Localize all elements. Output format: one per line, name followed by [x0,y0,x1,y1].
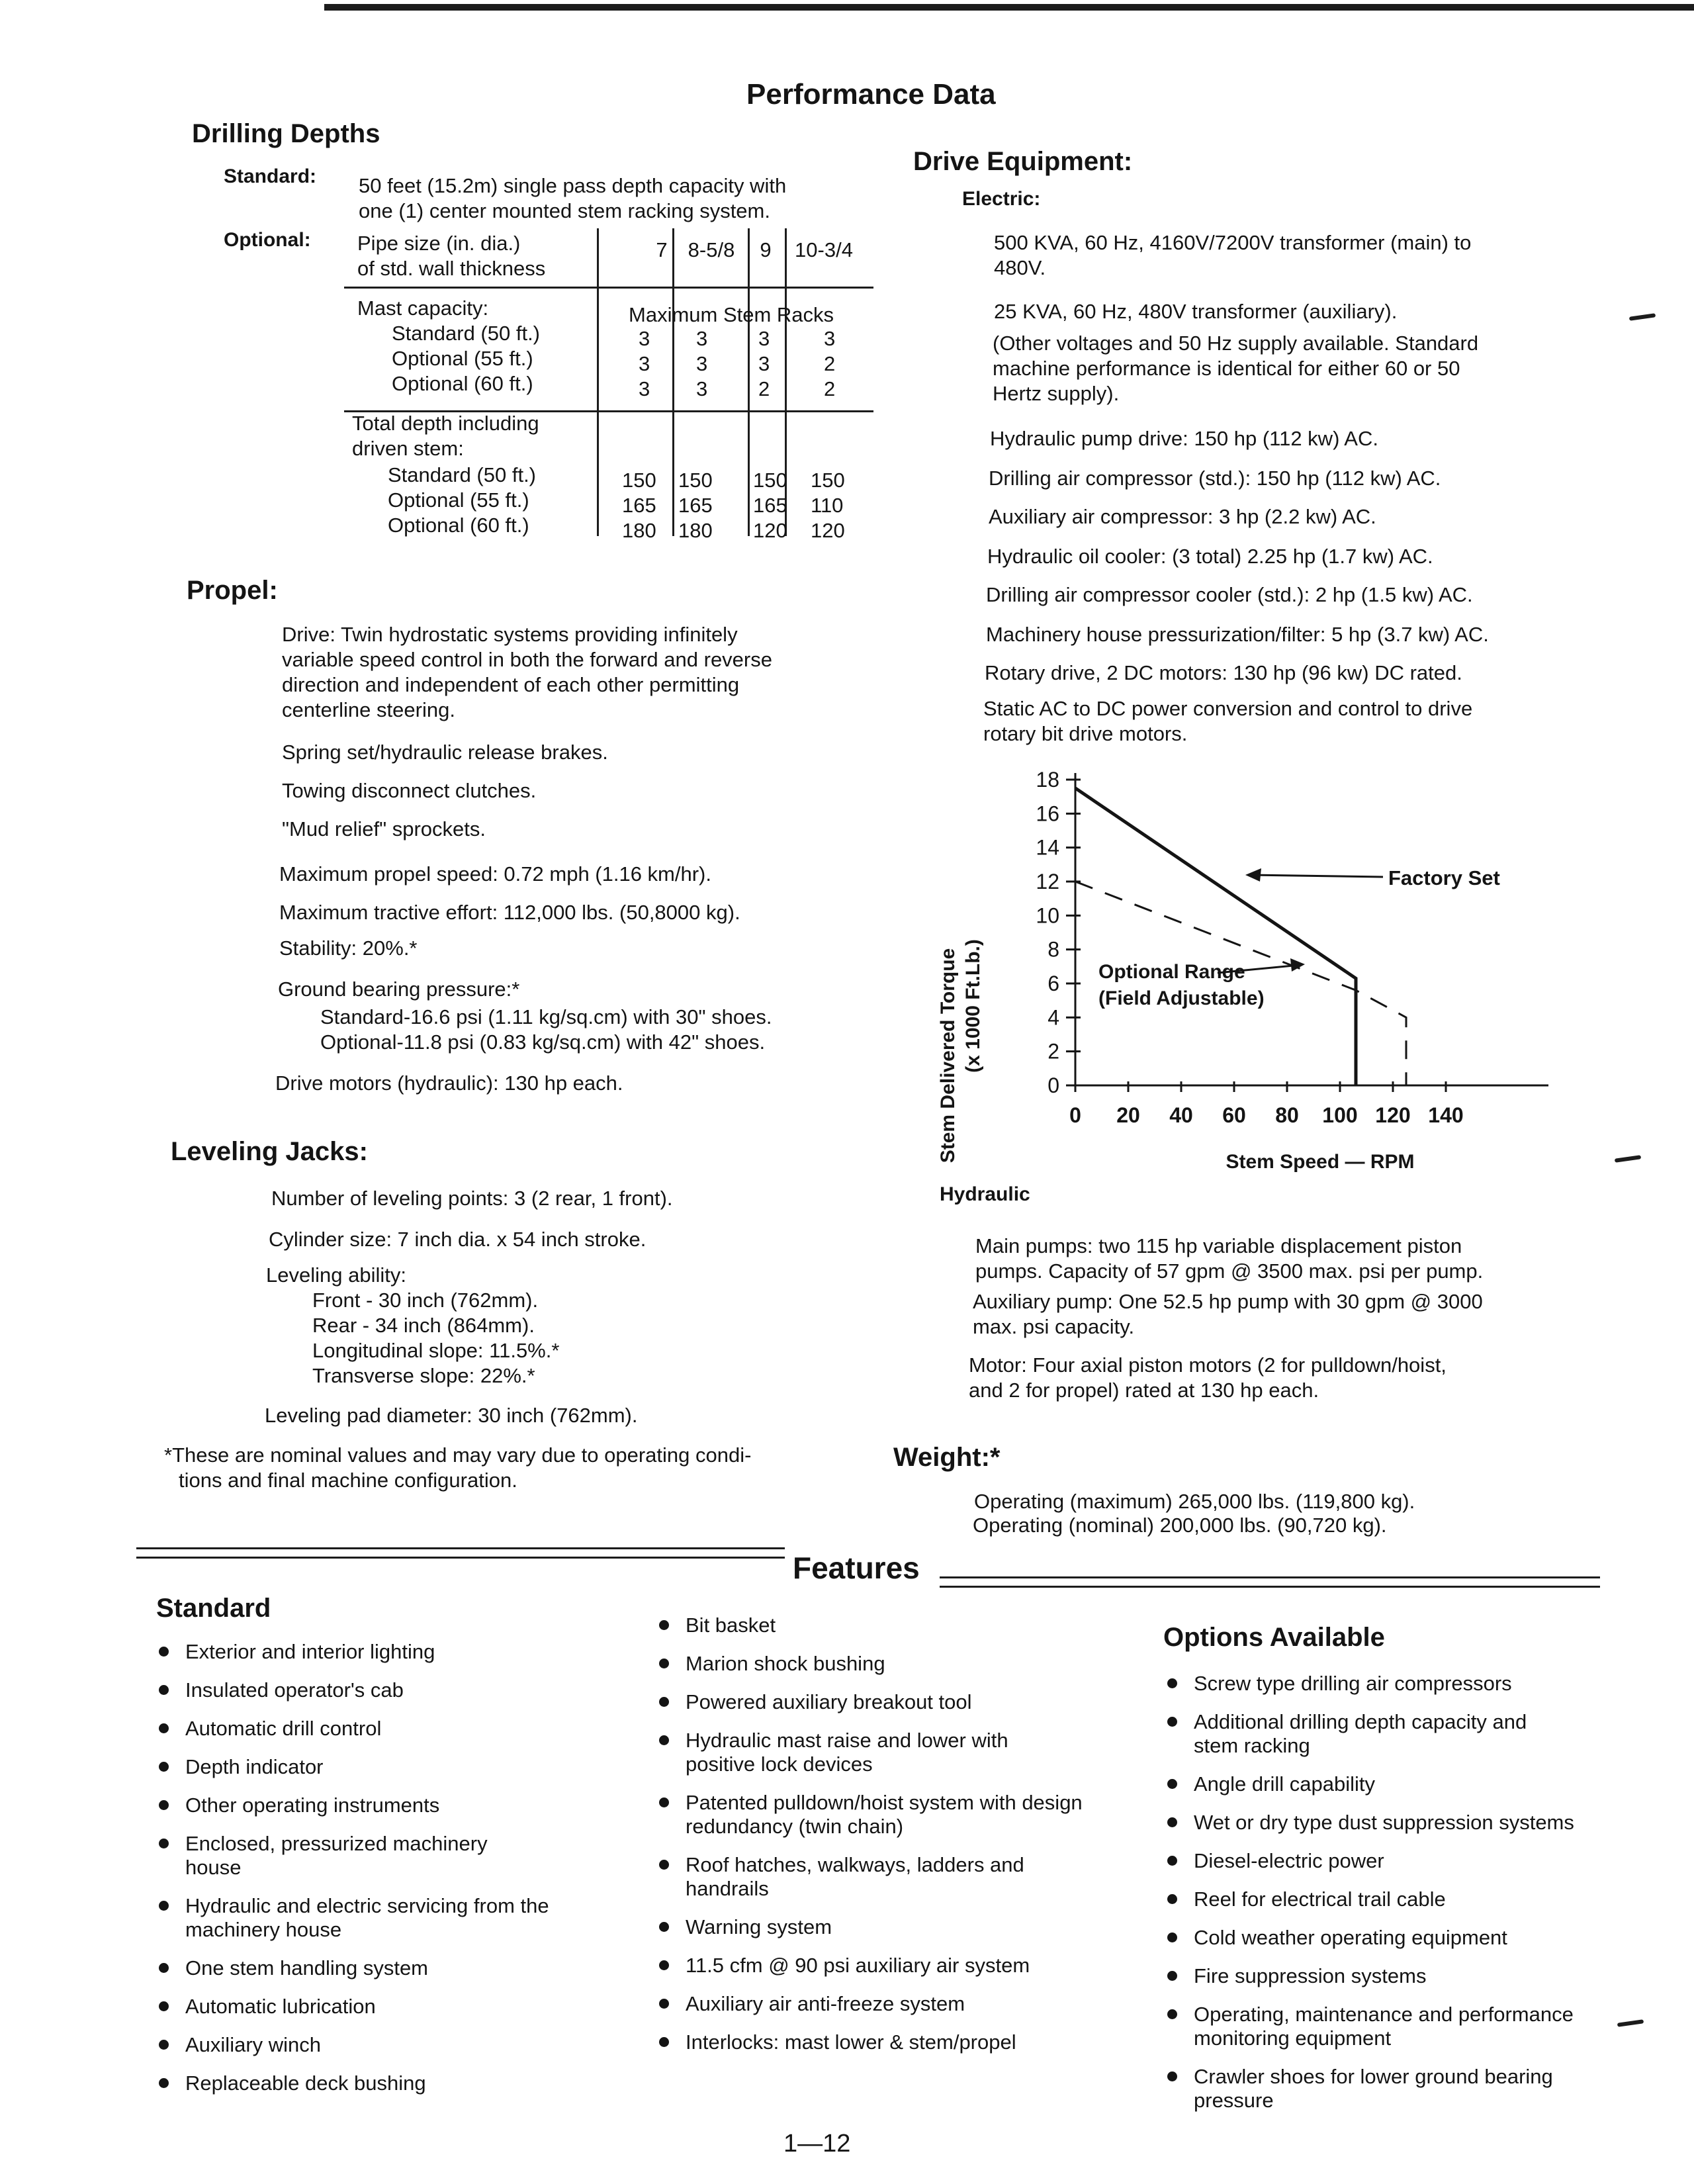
mast-cell: 3 [758,327,770,350]
table-divider [597,228,599,536]
electric-item: 25 KVA, 60 Hz, 480V transformer (auxiliary). [994,300,1398,323]
list-item: Automatic lubrication [157,1995,568,2019]
mast-row-label: Optional (60 ft.) [392,372,533,395]
depth-cell: 165 [753,494,787,517]
mast-cell: 3 [639,377,650,400]
x-tick-label: 40 [1169,1103,1193,1127]
list-item: Diesel-electric power [1166,1849,1589,1873]
list-item: Marion shock bushing [658,1652,1081,1676]
x-tick-label: 0 [1069,1103,1081,1127]
optional-range-annotation: Optional Range [1098,961,1245,983]
mast-cell: 2 [824,352,836,375]
list-item: One stem handling system [157,1956,568,1980]
top-rule [324,4,1694,11]
list-item: Hydraulic mast raise and lower with positive lock devices [658,1729,1083,1776]
mast-cell: 2 [758,377,770,400]
electric-item: Hydraulic pump drive: 150 hp (112 kw) AC. [990,427,1378,450]
x-tick-label: 120 [1375,1103,1411,1127]
list-item: Powered auxiliary breakout tool [658,1690,1081,1714]
y-tick-label: 10 [1036,903,1059,928]
depth-row-label: Optional (55 ft.) [388,488,529,512]
y-tick-label: 14 [1036,835,1059,860]
field-adjustable-annotation: (Field Adjustable) [1098,987,1265,1009]
total-depth-label: Total depth including driven stem: [352,412,539,460]
x-tick-label: 100 [1322,1103,1358,1127]
list-item: 11.5 cfm @ 90 psi auxiliary air system [658,1954,1083,1978]
x-tick-label: 80 [1275,1103,1299,1127]
list-item: Operating, maintenance and performance monitoring equipment [1166,2003,1591,2050]
list-item: Roof hatches, walkways, ladders and handrails [658,1853,1083,1901]
electric-item: Drilling air compressor cooler (std.): 2 hp (1.5 kw) AC. [986,583,1473,606]
middle-features-list [658,1614,1081,2069]
list-item: Auxiliary air anti-freeze system [658,1992,1081,2016]
depth-capacity-table [344,228,873,542]
annotation-arrowhead [1290,958,1305,972]
y-axis-label: Stem Delivered Torque [937,948,959,1163]
standard-features-heading: Standard [156,1594,271,1623]
y-tick-label: 16 [1036,801,1059,826]
propel-gp-optional: Optional-11.8 psi (0.83 kg/sq.cm) with 42" shoes. [320,1030,766,1054]
list-item: Additional drilling depth capacity and stem racking [1166,1710,1564,1758]
propel-max-speed: Maximum propel speed: 0.72 mph (1.16 km/hr). [279,862,711,886]
pipe-size-10-3-4: 10-3/4 [795,238,853,261]
leveling-heading: Leveling Jacks: [171,1137,368,1166]
depth-cell: 165 [622,494,656,517]
propel-sprockets: "Mud relief" sprockets. [282,817,486,841]
mast-cell: 3 [696,377,708,400]
pipe-size-label: Pipe size (in. dia.) of std. wall thickness [357,232,546,280]
leveling-transverse: Transverse slope: 22%.* [312,1364,535,1387]
options-list [1166,1672,1589,2127]
depth-cell: 150 [622,469,656,492]
depth-row-label: Standard (50 ft.) [388,463,537,486]
mast-cell: 2 [824,377,836,400]
leveling-points: Number of leveling points: 3 (2 rear, 1 front). [271,1187,673,1210]
hydraulic-label: Hydraulic [940,1183,1030,1205]
factory-set-annotation: Factory Set [1388,866,1500,889]
list-item: Screw type drilling air compressors [1166,1672,1589,1696]
features-rule-right [940,1576,1600,1578]
leveling-front: Front - 30 inch (762mm). [312,1289,539,1312]
scan-mark [1617,2019,1644,2027]
depth-row-label: Optional (60 ft.) [388,514,529,537]
max-stem-racks-label: Maximum Stem Racks [629,303,834,326]
leveling-longitudinal: Longitudinal slope: 11.5%.* [312,1339,560,1362]
list-item: Replaceable deck bushing [157,2071,568,2095]
torque-speed-chart [926,754,1588,1178]
depth-cell: 150 [811,469,845,492]
list-item: Cold weather operating equipment [1166,1926,1589,1950]
mast-row-label: Standard (50 ft.) [392,322,541,345]
y-tick-label: 4 [1048,1005,1059,1030]
list-item: Fire suppression systems [1166,1964,1589,1988]
hydraulic-item: Motor: Four axial piston motors (2 for pulldown/hoist, and 2 for propel) rated at 130 hp each. [969,1353,1447,1402]
list-item: Other operating instruments [157,1794,568,1817]
electric-item: Machinery house pressurization/filter: 5 hp (3.7 kw) AC. [986,623,1489,646]
features-rule-right [940,1586,1600,1588]
electric-item: Auxiliary air compressor: 3 hp (2.2 kw) AC. [989,505,1376,528]
electric-item: Drilling air compressor (std.): 150 hp (112 kw) AC. [989,467,1441,490]
leveling-cylinder: Cylinder size: 7 inch dia. x 54 inch stroke. [269,1228,646,1251]
depth-cell: 110 [811,494,844,517]
chart-axes [1075,773,1548,1085]
depth-cell: 150 [753,469,787,492]
mast-cell: 3 [824,327,836,350]
list-item: Angle drill capability [1166,1772,1589,1796]
features-heading: Features [793,1551,920,1585]
annotation-arrow [1251,875,1383,877]
optional-label: Optional: [224,229,311,251]
list-item: Auxiliary winch [157,2033,568,2057]
hydraulic-item: Main pumps: two 115 hp variable displacement piston pumps. Capacity of 57 gpm @ 3500 max. psi per pump. [975,1234,1484,1283]
propel-drive-motors: Drive motors (hydraulic): 130 hp each. [275,1071,623,1095]
electric-item: Rotary drive, 2 DC motors: 130 hp (96 kw) DC rated. [985,661,1462,684]
mast-cell: 3 [639,352,650,375]
list-item: Depth indicator [157,1755,568,1779]
electric-item: (Other voltages and 50 Hz supply available. Standard machine performance is identical for either 60 or 50 Hertz supply). [993,332,1479,405]
leveling-ability: Leveling ability: [266,1263,406,1287]
standard-label: Standard: [224,165,317,187]
table-divider [672,228,674,536]
chart-series [1075,788,1406,1085]
hydraulic-item: Auxiliary pump: One 52.5 hp pump with 30 gpm @ 3000 max. psi capacity. [973,1290,1483,1338]
propel-ground-pressure: Ground bearing pressure:* [278,978,520,1001]
propel-heading: Propel: [187,576,278,605]
propel-tractive: Maximum tractive effort: 112,000 lbs. (50,8000 kg). [279,901,740,924]
scan-mark [1629,313,1656,321]
x-axis-label: Stem Speed — RPM [1226,1151,1415,1173]
y-tick-label: 12 [1036,870,1059,893]
list-item: Enclosed, pressurized machinery house [157,1832,529,1880]
weight-heading: Weight:* [893,1443,1001,1472]
propel-stability: Stability: 20%.* [279,936,418,960]
pipe-size-9: 9 [760,238,772,261]
list-item: Interlocks: mast lower & stem/propel [658,2030,1081,2054]
list-item: Reel for electrical trail cable [1166,1888,1589,1911]
electric-item: 500 KVA, 60 Hz, 4160V/7200V transformer (main) to 480V. [994,231,1472,279]
factory-set-line [1075,788,1356,1085]
features-rule-left [136,1547,785,1549]
weight-max: Operating (maximum) 265,000 lbs. (119,800 kg). [974,1490,1415,1513]
mast-capacity-label: Mast capacity: [357,296,489,320]
chart-ticks [1036,768,1463,1127]
y-tick-label: 18 [1036,768,1059,792]
electric-label: Electric: [962,188,1041,210]
weight-nominal: Operating (nominal) 200,000 lbs. (90,720 kg). [973,1514,1387,1537]
drive-equipment-heading: Drive Equipment: [913,147,1133,176]
electric-item: Hydraulic oil cooler: (3 total) 2.25 hp (1.7 kw) AC. [987,545,1433,568]
table-rule [344,287,873,289]
y-tick-label: 0 [1048,1073,1059,1097]
depth-cell: 120 [753,519,787,542]
x-tick-label: 20 [1116,1103,1140,1127]
mast-cell: 3 [639,327,650,350]
y-tick-label: 6 [1048,972,1059,995]
y-tick-label: 2 [1048,1039,1059,1064]
x-tick-label: 140 [1428,1103,1464,1127]
scan-mark [1615,1155,1641,1163]
list-item: Insulated operator's cab [157,1678,568,1702]
pipe-size-7: 7 [656,238,668,261]
y-tick-label: 8 [1048,937,1059,962]
mast-cell: 3 [758,352,770,375]
propel-brakes: Spring set/hydraulic release brakes. [282,741,608,764]
y-axis-unit-label: (x 1000 Ft.Lb.) [962,939,984,1073]
leveling-pad: Leveling pad diameter: 30 inch (762mm). [265,1404,638,1427]
depth-cell: 180 [622,519,656,542]
list-item: Hydraulic and electric servicing from the machinery house [157,1894,556,1942]
x-tick-label: 60 [1222,1103,1246,1127]
annotation-arrowhead [1245,868,1261,882]
mast-row-label: Optional (55 ft.) [392,347,533,370]
list-item: Warning system [658,1915,1081,1939]
mast-cell: 3 [696,327,708,350]
depth-cell: 120 [811,519,845,542]
options-heading: Options Available [1163,1623,1385,1652]
propel-gp-standard: Standard-16.6 psi (1.11 kg/sq.cm) with 30" shoes. [320,1005,772,1028]
electric-item: Static AC to DC power conversion and control to drive rotary bit drive motors. [983,697,1473,745]
standard-features-list [157,1640,568,2110]
page-number: 1—12 [783,2130,851,2158]
list-item: Bit basket [658,1614,1081,1637]
leveling-rear: Rear - 34 inch (864mm). [312,1314,535,1337]
depth-cell: 180 [678,519,713,542]
propel-drive-text: Drive: Twin hydrostatic systems providing infinitely variable speed control in both the forward and reverse direction and independent of each other permitting centerline steering. [282,623,772,721]
mast-cell: 3 [696,352,708,375]
list-item: Exterior and interior lighting [157,1640,568,1664]
propel-towing: Towing disconnect clutches. [282,779,537,802]
list-item: Wet or dry type dust suppression systems [1166,1811,1591,1835]
pipe-size-8-5-8: 8-5/8 [688,238,735,261]
drilling-depths-heading: Drilling Depths [192,119,380,148]
nominal-values-note: *These are nominal values and may vary due to operating condi- tions and final machine configuration. [164,1443,752,1492]
page-title: Performance Data [746,78,996,111]
features-rule-left [136,1557,785,1559]
depth-cell: 150 [678,469,713,492]
standard-text: 50 feet (15.2m) single pass depth capacity with one (1) center mounted stem racking system. [359,174,787,222]
depth-cell: 165 [678,494,713,517]
list-item: Patented pulldown/hoist system with design redundancy (twin chain) [658,1791,1083,1839]
list-item: Crawler shoes for lower ground bearing pressure [1166,2065,1591,2113]
list-item: Automatic drill control [157,1717,568,1741]
